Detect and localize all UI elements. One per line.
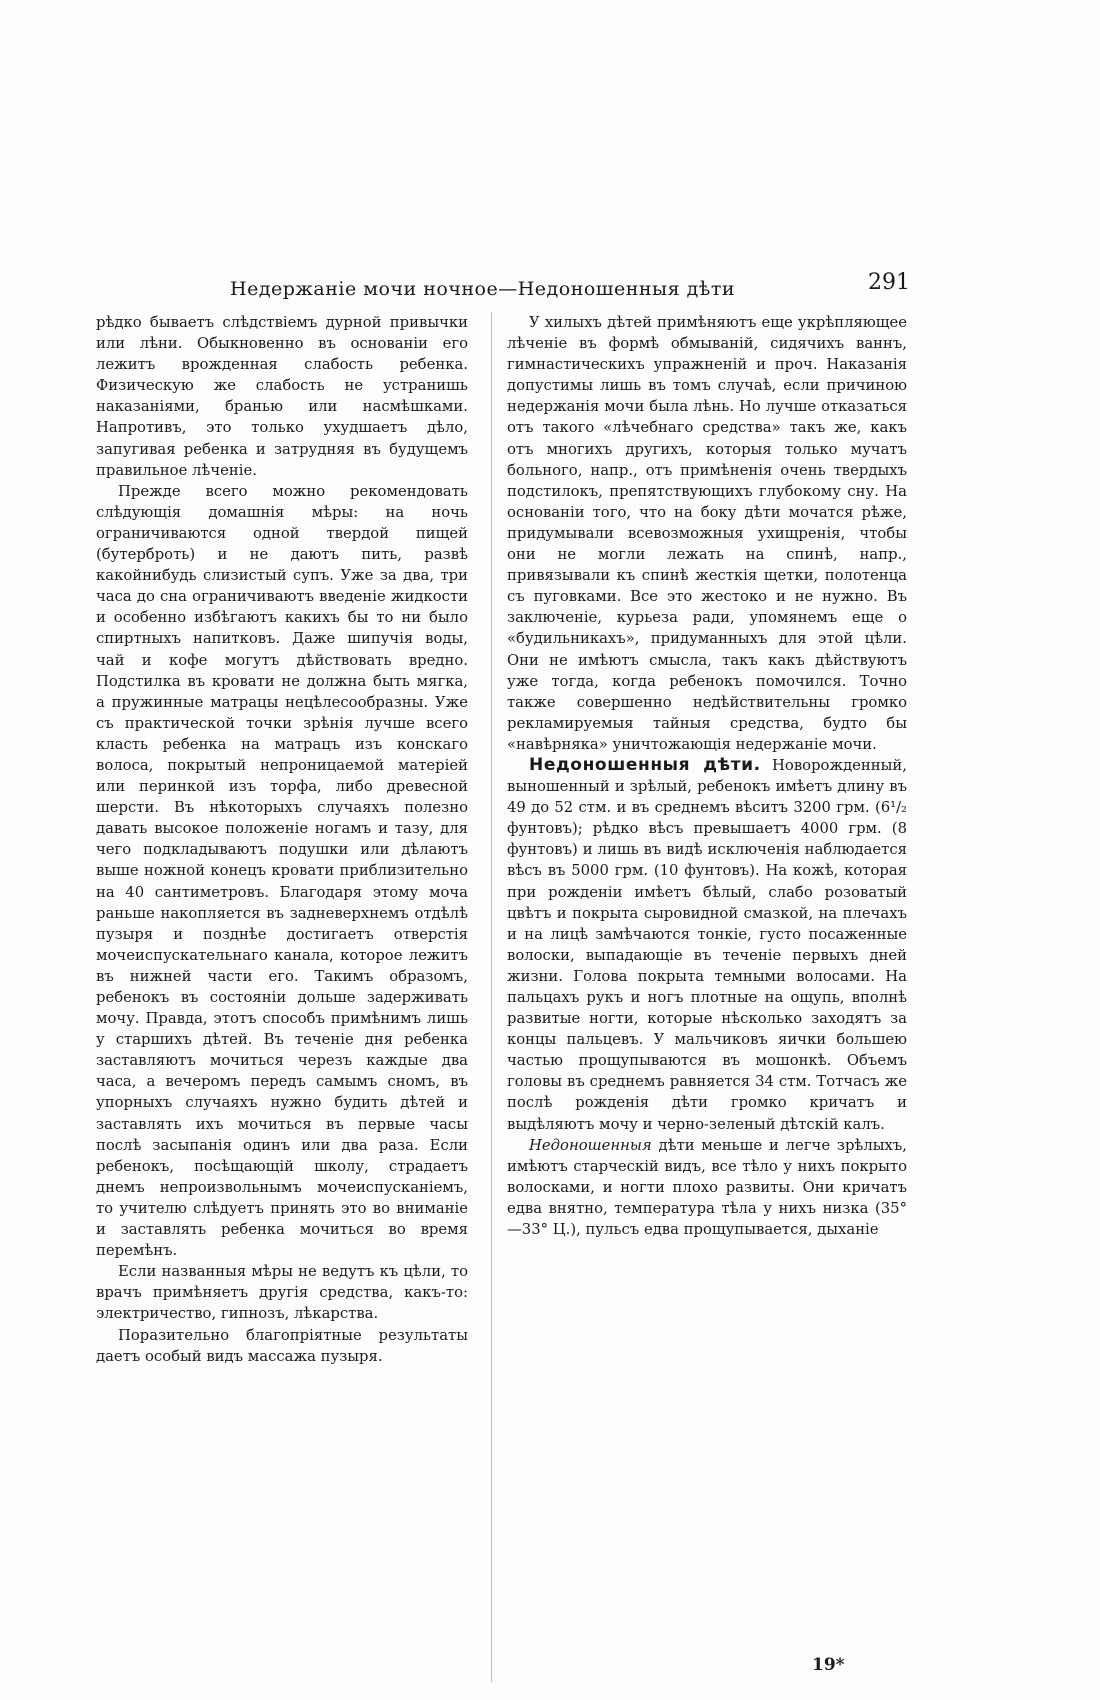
page-number: 291 <box>868 270 910 295</box>
right-column <box>507 312 907 1240</box>
running-head: Недержаніе мочи ночное—Недоношенныя дѣти <box>230 278 736 300</box>
signature-mark: 19* <box>812 1655 845 1675</box>
left-column <box>96 312 468 1367</box>
paragraph <box>507 1135 907 1240</box>
paragraph-text: Новорожденный, выношенный и зрѣлый, ребенокъ имѣетъ длину въ 49 до 52 стм. и въ среднемъ вѣситъ 3200 грм. (6¹/₂ фунтовъ); рѣдко вѣсъ превышаетъ 4000 грм. (8 фунтовъ) и лишь въ видѣ исключенія наблюдается вѣсъ въ 5000 грм. (10 фунтовъ). На кожѣ, которая при рожденіи имѣетъ бѣлый, слабо розоватый цвѣтъ и покрыта сыровидной смазкой, на плечахъ и на лицѣ замѣчаются тонкіе, густо посаженные волоски, выпадающіе въ теченіе первыхъ дней жизни. Голова покрыта темными волосами. На пальцахъ рукъ и ногъ плотные на ощупь, вполнѣ развитые ногти, которые нѣсколько заходятъ за концы пальцевъ. У мальчиковъ яички большею частью прощупываются въ мошонкѣ. Объемъ головы въ среднемъ равняется 34 стм. Тотчасъ же послѣ рожденія дѣти громко кричатъ и выдѣляютъ мочу и черно-зеленый дѣтскій калъ. <box>507 756 908 1133</box>
section-heading: Недоношенныя дѣти. <box>529 754 761 775</box>
paragraph: Прежде всего можно рекомендовать слѣдующія домашнія мѣры: на ночь ограничиваются одной твердой пищей (бутерброть) и не даютъ пить, развѣ какойнибудь слизистый супъ. Уже за два, три часа до сна ограничиваютъ введеніе жидкости и особенно избѣгаютъ какихъ бы то ни было спиртныхъ напитковъ. Даже шипучія воды, чай и кофе могутъ дѣйствовать вредно. Подстилка въ кровати не должна быть мягка, а пружинные матрацы нецѣлесообразны. Уже съ практической точки зрѣнія лучше всего класть ребенка на матрацъ изъ конскаго волоса, покрытый непроницаемой матеріей или перинкой изъ торфа, либо древесной шерсти. Въ нѣкоторыхъ случаяхъ полезно давать высокое положеніе ногамъ и тазу, для чего подкладываютъ подушки или дѣлаютъ выше ножной конецъ кровати приблизительно на 40 сантиметровъ. Благодаря этому моча раньше накопляется въ задневерхнемъ отдѣлѣ пузыря и позднѣе достигаетъ отверстія мочеиспускательнаго канала, которое лежитъ въ нижней части его. Такимъ образомъ, ребенокъ въ состояніи дольше задерживать мочу. Правда, этотъ способъ примѣнимъ лишь у старшихъ дѣтей. Въ теченіе дня ребенка заставляютъ мочиться черезъ каждые два часа, а вечеромъ передъ самымъ сномъ, въ упорныхъ случаяхъ нужно будить дѣтей и заставлять ихъ мочиться въ первые часы послѣ засыпанія одинъ или два раза. Если ребенокъ, посѣщающій школу, страдаетъ днемъ непроизвольнымъ мочеиспусканіемъ, то учителю слѣдуетъ принять это во вниманіе и заставлять ребенка мочиться во время перемѣнъ. <box>96 482 468 1260</box>
column-divider <box>491 312 492 1682</box>
paragraph-text: дѣти меньше и легче зрѣлыхъ, имѣютъ старческій видъ, все тѣло у нихъ покрыто волосками, и ногти плохо развиты. Они кричатъ едва внятно, температура тѣла у нихъ низка (35°—33° Ц.), пульсъ едва прощупывается, дыханіе <box>507 1136 907 1239</box>
paragraph: У хилыхъ дѣтей примѣняютъ еще укрѣпляющее лѣченіе въ формѣ обмываній, сидячихъ ваннъ, гимнастическихъ упражненій и проч. Наказанія допустимы лишь въ томъ случаѣ, если причиною недержанія мочи была лѣнь. Но лучше отказаться отъ такого «лѣчебнаго средства» такъ же, какъ отъ многихъ другихъ, которыя только мучатъ больного, напр., отъ примѣненія очень твердыхъ подстилокъ, препятствующихъ глубокому сну. На основаніи того, что на боку дѣти мочатся рѣже, придумывали всевозможныя ухищренія, чтобы они не могли лежать на спинѣ, напр., привязывали къ спинѣ жесткія щетки, полотенца съ пуговками. Все это жестоко и не нужно. Въ заключеніе, курьеза ради, упомянемъ еще о «будильникахъ», придуманныхъ для этой цѣли. Они не имѣютъ смысла, такъ какъ дѣйствуютъ уже тогда, когда ребенокъ помочился. Точно также совершенно недѣйствительны громко рекламируемыя тайныя средства, будто бы «навѣрняка» уничтожающія недержаніе мочи. <box>507 314 907 753</box>
paragraph <box>507 755 907 1135</box>
emphasized-term: Недоношенныя <box>529 1136 652 1154</box>
paragraph: рѣдко бываетъ слѣдствіемъ дурной привычки или лѣни. Обыкновенно въ основаніи его лежитъ врожденная слабость ребенка. Физическую же слабость не устранишь наказаніями, бранью или насмѣшками. Напротивъ, это только ухудшаетъ дѣло, запугивая ребенка и затрудняя въ будущемъ правильное лѣченіе. <box>96 314 468 479</box>
paragraph: Если названныя мѣры не ведутъ къ цѣли, то врачъ примѣняетъ другія средства, какъ-то: электричество, гипнозъ, лѣкарства. <box>96 1263 468 1323</box>
paragraph: Поразительно благопріятные результаты даетъ особый видъ массажа пузыря. <box>96 1326 468 1365</box>
page-header <box>80 270 910 306</box>
